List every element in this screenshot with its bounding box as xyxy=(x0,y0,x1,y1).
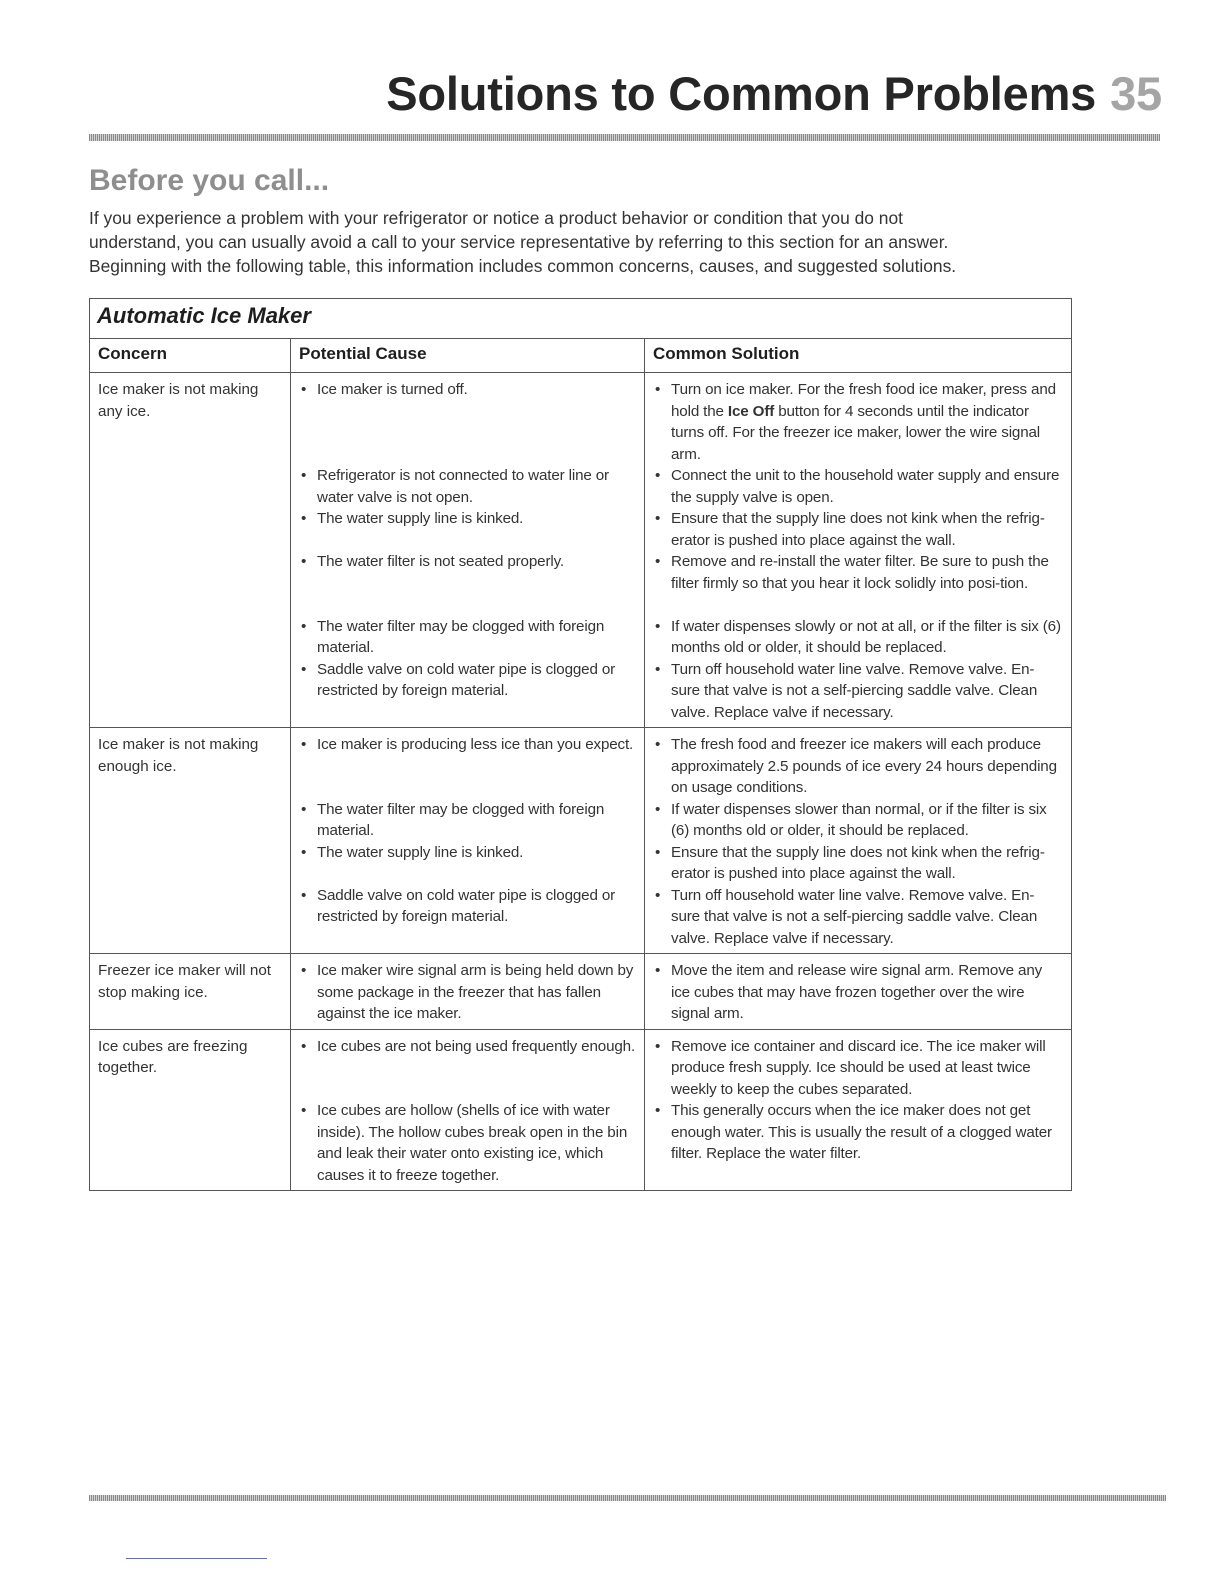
troubleshooting-table xyxy=(89,298,1072,1191)
cause-cell xyxy=(291,728,645,954)
solution-text: Turn off household water line valve. Remove valve. En-sure that valve is not a self-piercing saddle valve. Clean valve. Replace valve if necessary. xyxy=(671,886,1038,947)
solution-item xyxy=(653,465,1063,508)
solution-item xyxy=(653,616,1063,659)
cause-item: • Ice maker wire signal arm is being held down by some package in the freezer that has fallen against the ice maker. xyxy=(299,960,636,1025)
cause-item: • The water supply line is kinked. xyxy=(299,842,636,885)
solution-cell xyxy=(645,954,1072,1030)
solution-item xyxy=(653,734,1063,799)
solution-cell xyxy=(645,1029,1072,1191)
concern-cell: Freezer ice maker will not stop making ice. xyxy=(90,954,291,1030)
solution-text: Remove and re-install the water filter. Be sure to push the filter firmly so that you hear it lock solidly into posi-tion. xyxy=(671,553,1049,592)
cause-item: • Ice cubes are not being used frequently enough. xyxy=(299,1036,636,1101)
table-header-row xyxy=(90,339,1072,373)
concern-cell: Ice maker is not making any ice. xyxy=(90,373,291,728)
table-row xyxy=(90,728,1072,954)
page-title xyxy=(386,66,1162,121)
cause-cell xyxy=(291,373,645,728)
cause-item: • The water filter may be clogged with foreign material. xyxy=(299,616,636,659)
solution-item xyxy=(653,1100,1063,1165)
page-title-text: Solutions to Common Problems xyxy=(386,67,1097,120)
solution-text: This generally occurs when the ice maker does not get enough water. This is usually the result of a clogged water filter. Replace the water filter. xyxy=(671,1102,1052,1162)
cause-item: • Ice cubes are hollow (shells of ice with water inside). The hollow cubes break open in the bin and leak their water onto existing ice, which causes it to freeze together. xyxy=(299,1100,636,1186)
cause-item: • Saddle valve on cold water pipe is clogged or restricted by foreign material. xyxy=(299,659,636,724)
cause-item: • The water filter may be clogged with foreign material. xyxy=(299,799,636,842)
table-body xyxy=(90,373,1072,1191)
table-title: Automatic Ice Maker xyxy=(90,299,1072,339)
column-header-concern: Concern xyxy=(90,339,291,373)
solution-text: button for 4 seconds until the indicator turns off. For the freezer ice maker, lower the wire signal arm. xyxy=(671,402,1041,463)
header-rule xyxy=(89,134,1160,141)
concern-cell: Ice cubes are freezing together. xyxy=(90,1029,291,1191)
intro-line: Beginning with the following table, this information includes common concerns, causes, and suggested solutions. xyxy=(89,256,957,276)
column-header-cause: Potential Cause xyxy=(291,339,645,373)
solution-item xyxy=(653,799,1063,842)
solution-text: Move the item and release wire signal arm. Remove any ice cubes that may have frozen together over the wire signal arm. xyxy=(671,962,1043,1022)
solution-item xyxy=(653,551,1063,616)
page-number: 35 xyxy=(1110,67,1162,120)
solution-text: Remove ice container and discard ice. The ice maker will produce fresh supply. Ice should be used at least twice weekly to keep the cubes separated. xyxy=(671,1037,1046,1098)
cause-cell xyxy=(291,1029,645,1191)
cause-cell xyxy=(291,954,645,1030)
solution-item xyxy=(653,960,1063,1025)
button-name-emphasis: Ice Off xyxy=(727,402,775,420)
intro-paragraph xyxy=(89,206,1089,278)
solution-text: Turn off household water line valve. Remove valve. En-sure that valve is not a self-piercing saddle valve. Clean valve. Replace valve if necessary. xyxy=(671,660,1038,721)
footer-mark xyxy=(126,1558,267,1559)
solution-text: Ensure that the supply line does not kink when the refrig-erator is pushed into place against the wall. xyxy=(671,510,1045,549)
solution-item xyxy=(653,659,1063,724)
concern-cell: Ice maker is not making enough ice. xyxy=(90,728,291,954)
solution-item xyxy=(653,885,1063,950)
solution-text: If water dispenses slowly or not at all, or if the filter is six (6) months old or older, it should be replaced. xyxy=(671,617,1061,656)
solution-text: Ensure that the supply line does not kink when the refrig-erator is pushed into place against the wall. xyxy=(671,843,1045,882)
cause-item: • Saddle valve on cold water pipe is clogged or restricted by foreign material. xyxy=(299,885,636,950)
cause-item: • Ice maker is producing less ice than you expect. xyxy=(299,734,636,799)
intro-line: understand, you can usually avoid a call to your service representative by referring to this section for an answer. xyxy=(89,232,949,252)
solution-text: The fresh food and freezer ice makers will each produce approximately 2.5 pounds of ice every 24 hours depending on usage conditions. xyxy=(671,736,1057,796)
cause-item: • Ice maker is turned off. xyxy=(299,379,636,465)
solution-text: Connect the unit to the household water supply and ensure the supply valve is open. xyxy=(671,467,1060,506)
cause-item: • Refrigerator is not connected to water line or water valve is not open. xyxy=(299,465,636,508)
section-title: Before you call... xyxy=(89,164,330,197)
footer-rule xyxy=(89,1495,1166,1501)
solution-cell xyxy=(645,373,1072,728)
column-header-solution: Common Solution xyxy=(645,339,1072,373)
solution-text: If water dispenses slower than normal, or if the filter is six (6) months old or older, it should be replaced. xyxy=(671,800,1047,839)
solution-item xyxy=(653,842,1063,885)
solution-cell xyxy=(645,728,1072,954)
solution-item xyxy=(653,1036,1063,1101)
table-row xyxy=(90,954,1072,1030)
table-row xyxy=(90,1029,1072,1191)
solution-text: Turn on ice maker. For the fresh food ice maker, press and hold the xyxy=(671,381,1056,420)
cause-item: • The water supply line is kinked. xyxy=(299,508,636,551)
solution-item xyxy=(653,379,1063,465)
intro-line: If you experience a problem with your refrigerator or notice a product behavior or condition that you do not xyxy=(89,208,903,228)
solution-item xyxy=(653,508,1063,551)
cause-item: • The water filter is not seated properly. xyxy=(299,551,636,616)
table-row xyxy=(90,373,1072,728)
